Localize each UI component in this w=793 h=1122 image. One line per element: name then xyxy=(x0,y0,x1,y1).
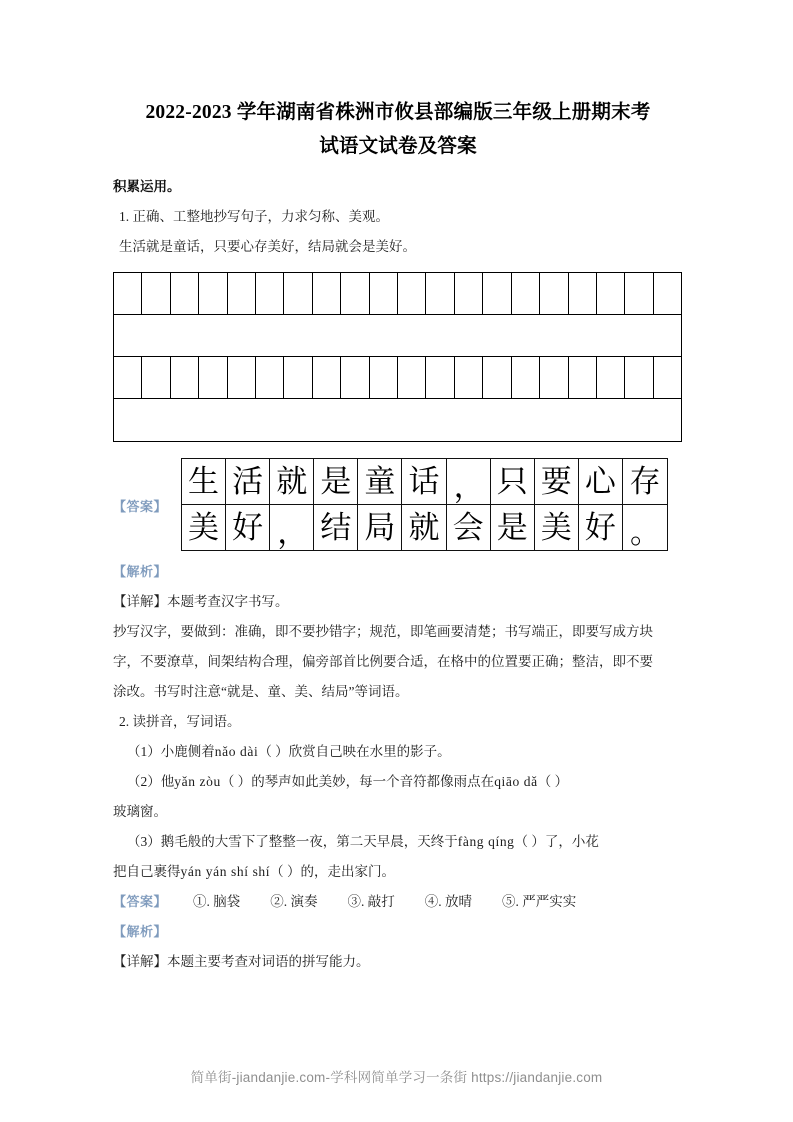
answer-item: ③. 敲打 xyxy=(347,894,395,909)
grid-cell[interactable] xyxy=(256,357,284,398)
answer-char-cell: 会 xyxy=(447,505,491,550)
grid-cell[interactable] xyxy=(426,357,454,398)
grid-cell[interactable] xyxy=(171,357,199,398)
answer-char-cell: 童 xyxy=(358,459,402,504)
question-1-explain-line-1: 抄写汉字，要做到：准确，即不要抄错字；规范，即笔画要清楚；书写端正，即要写成方块 xyxy=(113,624,653,639)
item1-prefix: （1）小鹿侧着 xyxy=(127,744,215,759)
grid-cell[interactable] xyxy=(370,357,398,398)
grid-cell[interactable] xyxy=(483,357,511,398)
grid-row-celled-2 xyxy=(114,357,681,399)
grid-cell[interactable] xyxy=(228,357,256,398)
item3-prefix: （3）鹅毛般的大雪下了整整一夜，第二天早晨，天终于 xyxy=(127,834,458,849)
grid-cell[interactable] xyxy=(341,273,369,314)
grid-cell[interactable] xyxy=(654,273,681,314)
item3-prefix-2: 把自己裹得 xyxy=(113,864,181,879)
grid-cell[interactable] xyxy=(540,357,568,398)
question-2-item-3-line-2 xyxy=(113,857,683,887)
answer-grid-row-1 xyxy=(182,459,667,505)
grid-cell[interactable] xyxy=(455,357,483,398)
question-1-answer-block xyxy=(113,458,683,551)
answer-char-cell: ， xyxy=(447,459,491,504)
answer-char-cell: 就 xyxy=(270,459,314,504)
question-2-item-2-line-1 xyxy=(113,767,683,797)
item1-pinyin: nǎo dài xyxy=(214,744,259,759)
question-2-analysis-tag xyxy=(113,917,683,947)
grid-cell[interactable] xyxy=(114,273,142,314)
analysis-label-text: 【解析】 xyxy=(113,564,168,579)
grid-cell[interactable] xyxy=(654,357,681,398)
question-1-explain-line-3: 涂改。书写时注意“就是、童、美、结局”等词语。 xyxy=(113,684,409,699)
grid-cell[interactable] xyxy=(625,357,653,398)
question-2-stem: 2. 读拼音，写词语。 xyxy=(119,714,241,729)
item3-blank-1[interactable]: （ ） xyxy=(514,834,545,849)
question-1-stem: 1. 正确、工整地抄写句子，力求匀称、美观。 xyxy=(119,209,389,224)
grid-cell[interactable] xyxy=(569,357,597,398)
analysis-label-text-2: 【解析】 xyxy=(113,924,168,939)
answer-char-cell: 结 xyxy=(314,505,358,550)
question-2-item-1 xyxy=(113,737,683,767)
grid-cell[interactable] xyxy=(142,357,170,398)
answer-item: ⑤. 严严实实 xyxy=(502,894,577,909)
grid-cell[interactable] xyxy=(284,357,312,398)
question-2-detail xyxy=(113,947,683,977)
answer-char-cell: 话 xyxy=(402,459,446,504)
question-2-item-2-line-2: 玻璃窗。 xyxy=(113,804,167,819)
grid-cell[interactable] xyxy=(256,273,284,314)
answer-char-cell: 。 xyxy=(629,515,661,550)
page-content xyxy=(113,96,683,977)
grid-cell[interactable] xyxy=(313,357,341,398)
title-line-2: 试语文试卷及答案 xyxy=(319,136,477,157)
grid-row-blank-1 xyxy=(114,315,681,357)
answer-label-text: 【答案】 xyxy=(113,498,168,514)
grid-cell[interactable] xyxy=(455,273,483,314)
answer-char-cell: 生 xyxy=(182,459,226,504)
grid-cell[interactable] xyxy=(313,273,341,314)
answer-char-cell: 心 xyxy=(579,459,623,504)
grid-cell[interactable] xyxy=(114,357,142,398)
grid-cell[interactable] xyxy=(199,273,227,314)
grid-cell[interactable] xyxy=(370,273,398,314)
grid-cell[interactable] xyxy=(142,273,170,314)
grid-cell[interactable] xyxy=(199,357,227,398)
grid-row-blank-2 xyxy=(114,399,681,441)
grid-cell[interactable] xyxy=(597,273,625,314)
answer-char-cell: 就 xyxy=(402,505,446,550)
page-title xyxy=(113,96,683,164)
answer-char-cell: 局 xyxy=(358,505,402,550)
detail-text-2: 本题主要考查对词语的拼写能力。 xyxy=(167,954,370,969)
grid-cell[interactable] xyxy=(341,357,369,398)
grid-cell[interactable] xyxy=(284,273,312,314)
answer-char-cell: 是 xyxy=(491,505,535,550)
answer-character-grid xyxy=(181,458,668,551)
item3-suffix-1: 了，小花 xyxy=(544,834,599,849)
answer-label-text-2: 【答案】 xyxy=(113,894,168,909)
grid-cell[interactable] xyxy=(512,273,540,314)
answer-item: ①. 脑袋 xyxy=(193,894,241,909)
answer-char-cell: 美 xyxy=(182,505,226,550)
item2-prefix: （2）他 xyxy=(127,774,175,789)
answer-grid-row-2 xyxy=(182,505,667,550)
question-1-analysis-tag xyxy=(113,557,683,587)
grid-cell[interactable] xyxy=(398,273,426,314)
answer-char-cell: 要 xyxy=(535,459,579,504)
item3-pinyin-2: yán yán shí shí xyxy=(180,864,271,879)
title-line-1: 2022-2023 学年湖南省株洲市攸县部编版三年级上册期末考 xyxy=(145,102,651,123)
question-2-answer-row xyxy=(113,887,683,917)
answer-tag-1 xyxy=(113,494,181,516)
item3-suffix-2: 的，走出家门。 xyxy=(300,864,395,879)
item1-blank[interactable]: （ ） xyxy=(258,744,289,759)
item2-pinyin-2: qiāo dǎ xyxy=(494,774,538,789)
item2-blank-2[interactable]: （ ） xyxy=(537,774,569,789)
footer-watermark: 简单街-jiandanjie.com-学科网简单学习一条街 https://jiandanjie.com xyxy=(190,1070,603,1085)
question-1-detail xyxy=(113,587,683,617)
grid-cell[interactable] xyxy=(398,357,426,398)
question-1-explain-line-2: 字，不要潦草，间架结构合理，偏旁部首比例要合适，在格中的位置要正确；整洁，即不要 xyxy=(113,654,653,669)
answer-char-cell: 好 xyxy=(579,505,623,550)
answer-char-cell: 存 xyxy=(629,464,661,499)
grid-cell[interactable] xyxy=(171,273,199,314)
item3-pinyin-1: fàng qíng xyxy=(457,834,515,849)
answer-char-cell: ， xyxy=(270,505,314,550)
handwriting-practice-grid xyxy=(113,272,682,442)
question-1-sentence: 生活就是童话，只要心存美好，结局就会是美好。 xyxy=(119,239,416,254)
item2-pinyin-1: yǎn zòu xyxy=(174,774,221,789)
detail-label: 【详解】 xyxy=(113,594,167,609)
answer-char-cell: 是 xyxy=(314,459,358,504)
section-heading: 积累运用。 xyxy=(113,179,181,194)
answer-char-cell: 好 xyxy=(226,505,270,550)
item3-blank-2[interactable]: （ ） xyxy=(270,864,301,879)
question-2-item-3-line-1 xyxy=(113,827,683,857)
answer-char-cell: 美 xyxy=(535,505,579,550)
answer-item: ④. 放晴 xyxy=(424,894,473,909)
grid-cell[interactable] xyxy=(228,273,256,314)
item1-suffix: 欣赏自己映在水里的影子。 xyxy=(288,744,451,759)
grid-cell[interactable] xyxy=(597,357,625,398)
grid-cell[interactable] xyxy=(512,357,540,398)
grid-cell[interactable] xyxy=(569,273,597,314)
answer-char-cell: 只 xyxy=(491,459,535,504)
item2-middle: 的琴声如此美妙，每一个音符都像雨点在 xyxy=(251,774,495,789)
answer-char-cell: 活 xyxy=(226,459,270,504)
detail-label-2: 【详解】 xyxy=(113,954,167,969)
grid-blank-area[interactable] xyxy=(114,399,681,441)
grid-cell[interactable] xyxy=(540,273,568,314)
grid-cell[interactable] xyxy=(426,273,454,314)
item2-blank-1[interactable]: （ ） xyxy=(220,774,252,789)
grid-cell[interactable] xyxy=(625,273,653,314)
grid-cell[interactable] xyxy=(483,273,511,314)
answer-item: ②. 演奏 xyxy=(270,894,318,909)
grid-blank-area[interactable] xyxy=(114,315,681,356)
detail-text: 本题考查汉字书写。 xyxy=(167,594,289,609)
grid-row-celled-1 xyxy=(114,273,681,315)
